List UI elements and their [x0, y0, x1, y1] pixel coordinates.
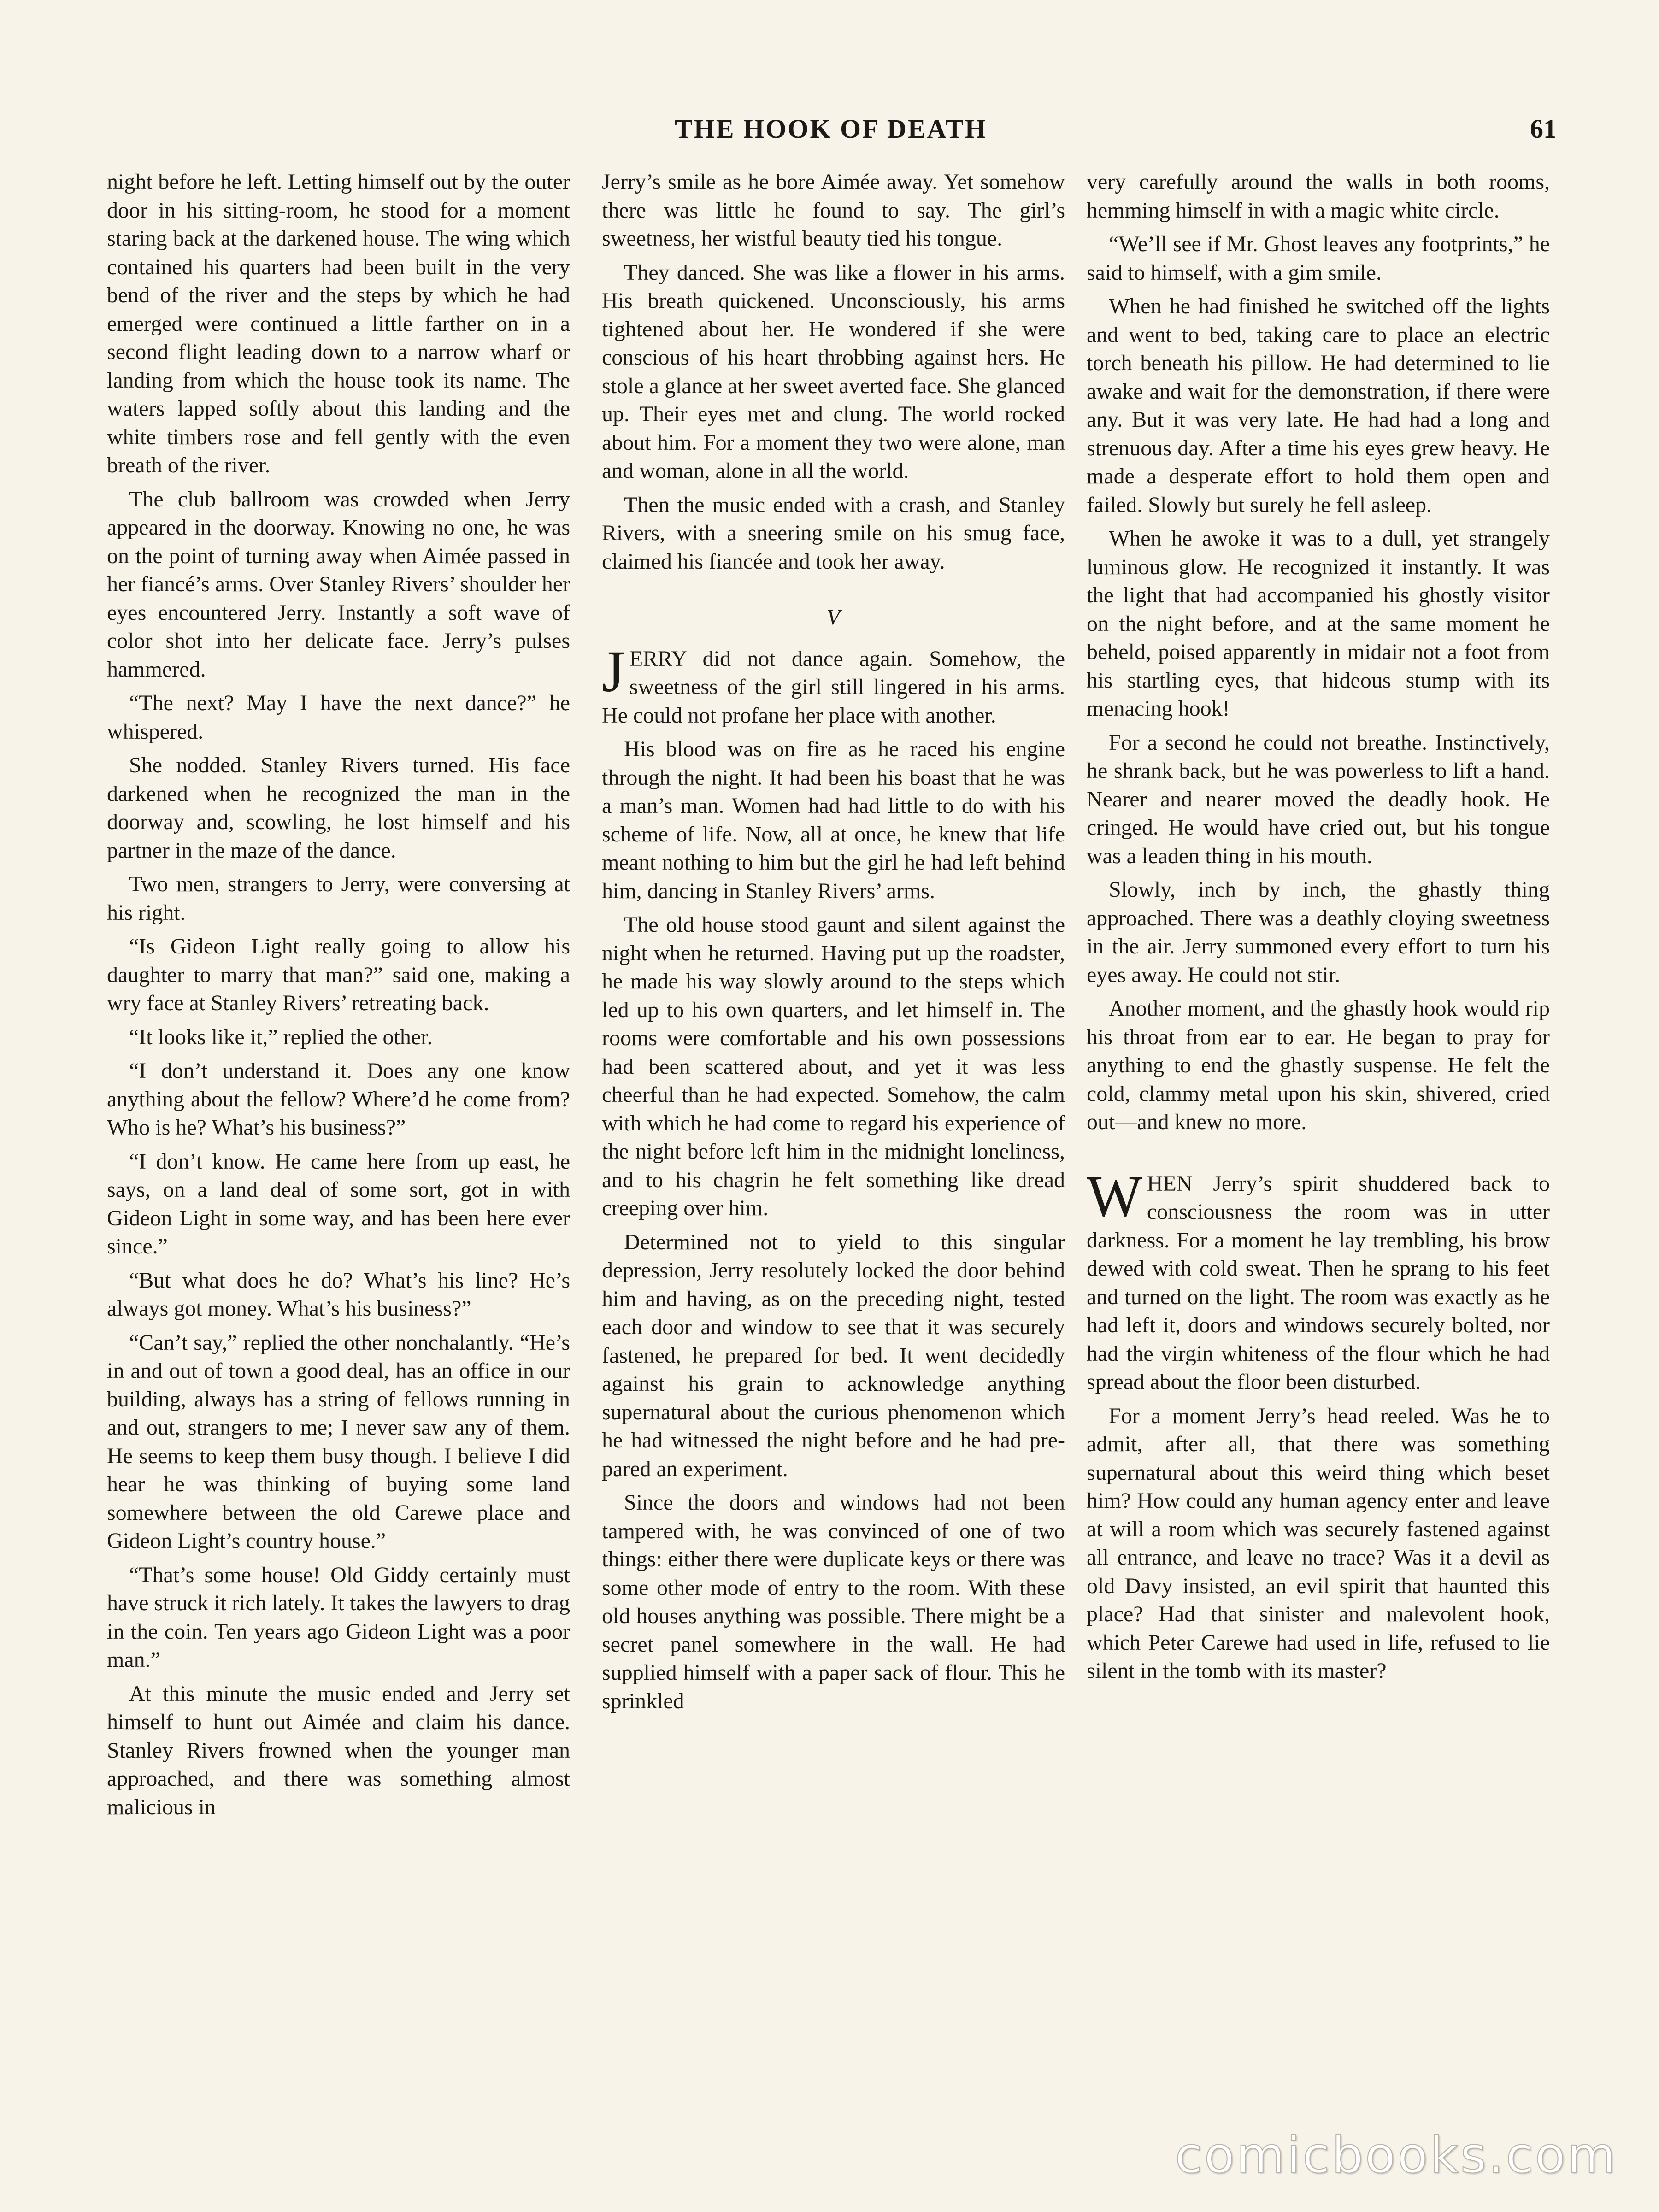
paragraph: “Can’t say,” replied the other nonchalantly. “He’s in and out of town a good deal, has an office in our building, always has a string of fellows running in and out, strangers to me; I never saw any of them. He seems to keep them busy though. I believe I did hear he was thinking of buying some land somewhere between the old Carewe place and Gideon Light’s country house.”	[107, 1330, 570, 1553]
dropcap-paragraph-text: HEN Jerry’s spirit shuddered back to consciousness the room was in utter darkness. For a moment he lay trembling, his brow dewed with cold sweat. Then he sprang to his feet and turned on the light. The room was exactly as he had left it, doors and windows securely bolted, nor had the virgin whiteness of the flour which he had spread about the floor been disturbed.	[1087, 1171, 1550, 1394]
text-column-2	[602, 168, 1065, 2094]
text-column-3	[1087, 168, 1550, 2094]
paragraph: When he had finished he switched off the lights and went to bed, taking care to place an electric torch beneath his pillow. He had determined to lie awake and wait for the demonstration, if there were any. But it was very late. He had had a long and strenuous day. After a time his eyes grew heavy. He made a desperate effort to hold them open and failed. Slowly but surely he fell asleep.	[1087, 294, 1550, 517]
paragraph: She nodded. Stanley Rivers turned. His face darkened when he recognized the man in the doorway and, scowling, he lost himself and his partner in the maze of the dance.	[107, 753, 570, 863]
paragraph: The club ballroom was crowded when Jerry appeared in the doorway. Knowing no one, he was on the point of turning away when Aimée passed in her fiancé’s arms. Over Stanley Rivers’ shoulder her eyes encountered Jerry. Instantly a soft wave of color shot into her delicate face. Jerry’s pulses hammered.	[107, 487, 570, 682]
paragraph: Since the doors and windows had not been tampered with, he was convinced of one of two things: either there were duplicate keys or there was some other mode of entry to the room. With these old houses anything was possible. There might be a secret panel somewhere in the wall. He had supplied himself with a paper sack of flour. This he sprinkled	[602, 1490, 1065, 1713]
paragraph: “But what does he do? What’s his line? He’s always got money. What’s his business?”	[107, 1268, 570, 1321]
running-title: THE HOOK OF DEATH	[675, 114, 987, 144]
paragraph: Then the music ended with a crash, and Stanley Rivers, with a sneering smile on his smug face, claimed his fiancée and took her away.	[602, 492, 1065, 574]
paragraph: His blood was on fire as he raced his engine through the night. It had been his boast that he was a man’s man. Women had had little to do with his scheme of life. Now, all at once, he knew that life meant nothing to him but the girl he had left behind him, dancing in Stanley Rivers’ arms.	[602, 737, 1065, 903]
paragraph: Jerry’s smile as he bore Aimée away. Yet somehow there was little he found to say. The girl’s sweetness, her wistful beauty tied his tongue.	[602, 170, 1065, 251]
dropcap-paragraph-text: ERRY did not dance again. Somehow, the sweetness of the girl still lingered in his arms. He could not profane her place with another.	[602, 646, 1065, 728]
drop-cap-letter: W	[1087, 1163, 1142, 1229]
paragraph: For a moment Jerry’s head reeled. Was he to admit, after all, that there was something supernatural about this weird thing which beset him? How could any human agency enter and leave at will a room which was securely fastened against all entrance, and leave no trace? Was it a devil as old Davy insisted, an evil spirit that haunted this place? Had that sinister and malevolent hook, which Peter Carewe had used in life, refused to lie silent in the tomb with its master?	[1087, 1403, 1550, 1683]
drop-cap-letter: J	[602, 638, 625, 704]
paragraph: They danced. She was like a flower in his arms. His breath quickened. Unconsciously, his arms tightened about her. He wondered if she were conscious of his heart throbbing against hers. He stole a glance at her sweet averted face. She glanced up. Their eyes met and clung. The world rocked about him. For a moment they two were alone, man and woman, alone in all the world.	[602, 260, 1065, 483]
paragraph: “We’ll see if Mr. Ghost leaves any footprints,” he said to himself, with a gim smile.	[1087, 232, 1550, 285]
paragraph: At this minute the music ended and Jerry set himself to hunt out Aimée and claim his dance. Stanley Rivers frowned when the younger man approached, and there was something almost malicious in	[107, 1681, 570, 1819]
site-watermark: comicbooks.com	[1175, 2127, 1618, 2184]
section-heading: V	[826, 605, 841, 629]
paragraph: “That’s some house! Old Giddy certainly must have struck it rich lately. It takes the lawyers to drag in the coin. Ten years ago Gideon Light was a poor man.”	[107, 1562, 570, 1672]
paragraph: Determined not to yield to this singular depression, Jerry resolutely locked the door behind him and having, as on the preceding night, tested each door and window to see that it was securely fastened, he prepared for bed. It went decidedly against his grain to acknowledge anything supernatural about the curious phenomenon which he had witnessed the night before and he had prepared an experiment.	[602, 1230, 1065, 1481]
paragraph: “I don’t understand it. Does any one know anything about the fellow? Where’d he come from? Who is he? What’s his business?”	[107, 1059, 570, 1140]
paragraph: When he awoke it was to a dull, yet strangely luminous glow. He recognized it instantly. It was the light that had accompanied his ghostly visitor on the night before, and at the same moment he beheld, poised apparently in midair not a foot from his startling eyes, that hideous stump with its menacing hook!	[1087, 526, 1550, 721]
paragraph: “The next? May I have the next dance?” he whispered.	[107, 691, 570, 744]
running-header	[105, 113, 1557, 150]
section-break	[1087, 1142, 1550, 1170]
text-column-1	[107, 168, 570, 2094]
paragraph: night before he left. Letting himself out by the outer door in his sitting-room, he stood for a moment staring back at the darkened house. The wing which contained his quarters had been built in the very bend of the river and the steps by which he had emerged were continued a little farther on in a second flight leading down to a narrow wharf or landing from which the house took its name. The waters lapped softly about this landing and the white timbers rose and fell gently with the even breath of the river.	[107, 170, 570, 477]
paragraph: “I don’t know. He came here from up east, he says, on a land deal of some sort, got in with Gideon Light in some way, and has been here ever since.”	[107, 1149, 570, 1259]
paragraph: “Is Gideon Light really going to allow his daughter to marry that man?” said one, making a wry face at Stanley Rivers’ retreating back.	[107, 934, 570, 1015]
paragraph-dropcap	[602, 638, 1065, 730]
paragraph: very carefully around the walls in both rooms, hemming himself in with a magic white circle.	[1087, 170, 1550, 223]
paragraph: Two men, strangers to Jerry, were conversing at his right.	[107, 872, 570, 925]
page-number: 61	[1530, 114, 1557, 144]
paragraph-dropcap	[1087, 1163, 1550, 1396]
paragraph: For a second he could not breathe. Instinctively, he shrank back, but he was powerless to lift a hand. Nearer and nearer moved the deadly hook. He cringed. He would have cried out, but his tongue was a leaden thing in his mouth.	[1087, 730, 1550, 868]
paragraph: “It looks like it,” replied the other.	[129, 1024, 433, 1049]
paragraph: Slowly, inch by inch, the ghastly thing approached. There was a deathly cloying sweetness in the air. Jerry summoned every effort to turn his eyes away. He could not stir.	[1087, 877, 1550, 987]
paragraph: The old house stood gaunt and silent against the night when he returned. Having put up the roadster, he made his way slowly around to the steps which led up to his own quarters, and let himself in. The rooms were comfortable and his own possessions had been scattered about, and yet it was less cheerful than he had expected. Somehow, the calm with which he had come to regard his experience of the night before left him in the midnight loneliness, and to his chagrin he felt something like dread creeping over him.	[602, 912, 1065, 1220]
paragraph: Another moment, and the ghastly hook would rip his throat from ear to ear. He began to pray for anything to end the ghastly suspense. He felt the cold, clammy metal upon his skin, shivered, cried out—and knew no more.	[1087, 996, 1550, 1134]
